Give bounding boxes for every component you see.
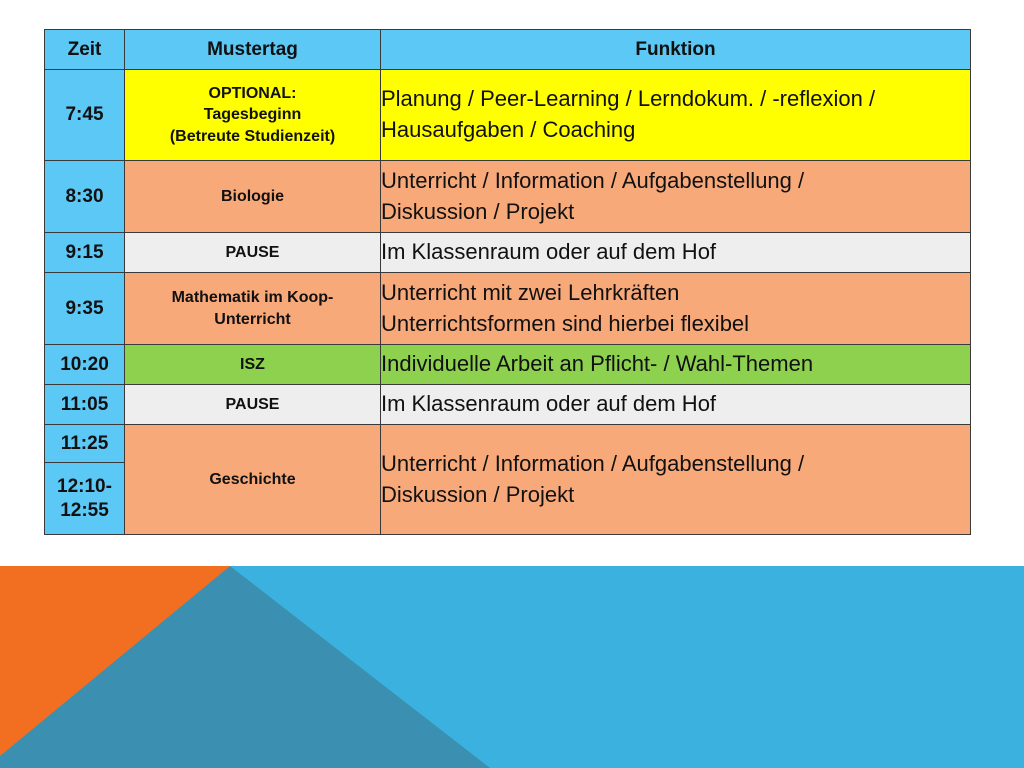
mustertag-cell: [125, 233, 381, 273]
table-row: [45, 70, 971, 161]
mustertag-cell: [125, 273, 381, 345]
table-row: [45, 385, 971, 425]
funktion-cell: [381, 425, 971, 535]
header-mustertag: Mustertag: [125, 30, 381, 70]
time-cell: 11:05: [45, 385, 125, 425]
mustertag-cell: [125, 161, 381, 233]
mustertag-line: OPTIONAL:: [208, 84, 297, 102]
funktion-cell: [381, 345, 971, 385]
mustertag-cell: [125, 425, 381, 535]
funktion-cell: [381, 70, 971, 161]
funktion-line: Planung / Peer-Learning / Lerndokum. / -reflexion /: [381, 86, 876, 112]
decorative-footer-shapes: [0, 566, 1024, 768]
schedule-table: [44, 29, 971, 535]
time-line: 12:55: [60, 499, 109, 521]
funktion-line: Im Klassenraum oder auf dem Hof: [381, 391, 717, 417]
time-cell: 8:30: [45, 161, 125, 233]
time-line: 12:10-: [57, 475, 112, 497]
time-cell: [45, 463, 125, 535]
table-row: [45, 161, 971, 233]
table-row: [45, 345, 971, 385]
table-row: [45, 425, 971, 463]
funktion-line: Im Klassenraum oder auf dem Hof: [381, 239, 717, 265]
funktion-line: Diskussion / Projekt: [381, 481, 575, 507]
funktion-cell: [381, 385, 971, 425]
time-cell: 11:25: [45, 425, 125, 463]
time-cell: 9:35: [45, 273, 125, 345]
mustertag-line: (Betreute Studienzeit): [169, 127, 336, 145]
funktion-line: Unterricht / Information / Aufgabenstellung /: [381, 450, 805, 476]
funktion-line: Individuelle Arbeit an Pflicht- / Wahl-Themen: [381, 351, 814, 377]
mustertag-cell: [125, 345, 381, 385]
mustertag-line: Unterricht: [214, 310, 291, 328]
mustertag-line: PAUSE: [225, 395, 280, 413]
time-cell: 10:20: [45, 345, 125, 385]
funktion-line: Unterricht mit zwei Lehrkräften: [381, 279, 680, 305]
funktion-line: Hausaufgaben / Coaching: [381, 117, 636, 142]
funktion-cell: [381, 273, 971, 345]
mustertag-line: ISZ: [240, 355, 265, 373]
header-funktion: Funktion: [381, 30, 971, 70]
table-row: [45, 233, 971, 273]
funktion-cell: [381, 161, 971, 233]
header-row: [45, 30, 971, 70]
time-cell: 7:45: [45, 70, 125, 161]
mustertag-line: Biologie: [220, 187, 285, 205]
funktion-line: Diskussion / Projekt: [381, 198, 575, 224]
funktion-line: Unterricht / Information / Aufgabenstellung /: [381, 167, 805, 193]
mustertag-line: PAUSE: [225, 243, 280, 261]
time-cell: 9:15: [45, 233, 125, 273]
mustertag-line: Mathematik im Koop-: [171, 288, 334, 306]
mustertag-line: Geschichte: [209, 470, 296, 488]
mustertag-cell: [125, 385, 381, 425]
mustertag-cell: [125, 70, 381, 161]
header-zeit: Zeit: [45, 30, 125, 70]
funktion-line: Unterrichtsformen sind hierbei flexibel: [381, 310, 750, 336]
funktion-cell: [381, 233, 971, 273]
table-row: [45, 273, 971, 345]
mustertag-line: Tagesbeginn: [203, 106, 302, 124]
